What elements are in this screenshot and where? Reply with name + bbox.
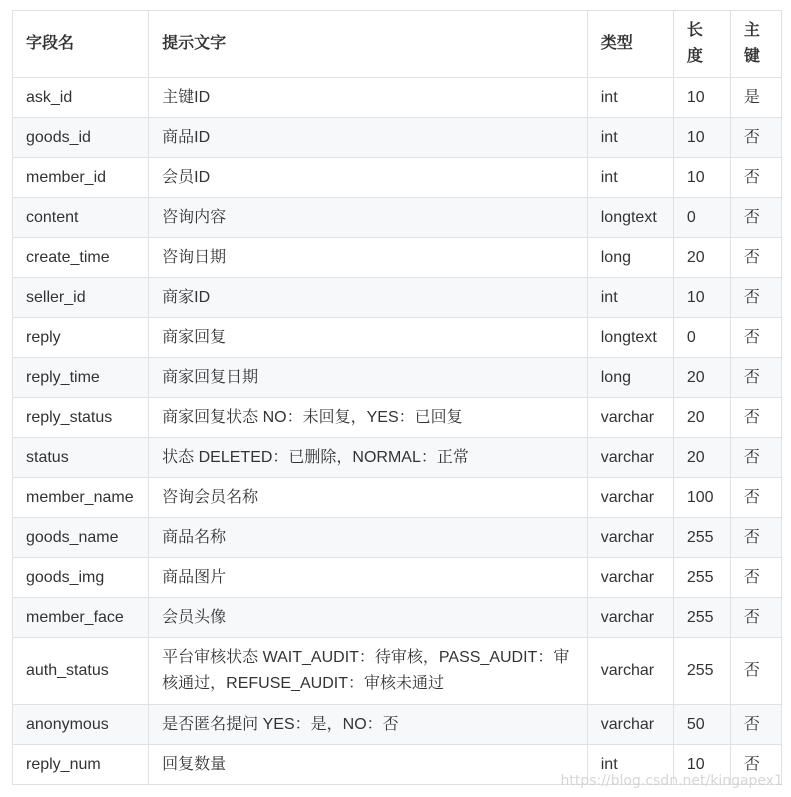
cell-desc: 会员ID [149,158,588,198]
cell-desc: 商家ID [149,278,588,318]
table-row [13,705,782,745]
cell-length: 255 [673,638,730,705]
cell-pk: 否 [730,638,781,705]
cell-type: varchar [587,598,673,638]
cell-desc: 商品名称 [149,518,588,558]
table-row [13,278,782,318]
cell-pk: 是 [730,78,781,118]
watermark: https://blog.csdn.net/kingapex1 [560,773,783,789]
table-row [13,358,782,398]
cell-field: ask_id [13,78,149,118]
cell-length: 255 [673,598,730,638]
cell-length: 10 [673,745,730,785]
cell-length: 20 [673,358,730,398]
cell-desc: 平台审核状态 WAIT_AUDIT：待审核，PASS_AUDIT：审核通过，REFUSE_AUDIT：审核未通过 [149,638,588,705]
header-type: 类型 [587,11,673,78]
cell-length: 20 [673,438,730,478]
cell-type: int [587,158,673,198]
cell-desc: 商品ID [149,118,588,158]
cell-desc: 回复数量 [149,745,588,785]
header-field: 字段名 [13,11,149,78]
cell-type: varchar [587,705,673,745]
cell-length: 20 [673,398,730,438]
header-length: 长度 [673,11,730,78]
cell-field: goods_img [13,558,149,598]
cell-length: 100 [673,478,730,518]
cell-length: 50 [673,705,730,745]
cell-pk: 否 [730,438,781,478]
cell-pk: 否 [730,278,781,318]
cell-desc: 主键ID [149,78,588,118]
cell-type: varchar [587,558,673,598]
cell-field: auth_status [13,638,149,705]
cell-pk: 否 [730,198,781,238]
cell-pk: 否 [730,745,781,785]
cell-field: reply_num [13,745,149,785]
table-row [13,438,782,478]
cell-field: anonymous [13,705,149,745]
cell-desc: 咨询日期 [149,238,588,278]
table-row [13,78,782,118]
table-row [13,598,782,638]
cell-field: status [13,438,149,478]
cell-length: 0 [673,318,730,358]
cell-length: 20 [673,238,730,278]
cell-type: int [587,278,673,318]
cell-pk: 否 [730,158,781,198]
table-row [13,318,782,358]
table-row [13,118,782,158]
cell-type: longtext [587,198,673,238]
cell-type: longtext [587,318,673,358]
cell-field: member_id [13,158,149,198]
cell-type: int [587,745,673,785]
cell-length: 255 [673,558,730,598]
cell-desc: 商家回复日期 [149,358,588,398]
header-desc: 提示文字 [149,11,588,78]
cell-length: 10 [673,78,730,118]
cell-pk: 否 [730,318,781,358]
header-pk: 主键 [730,11,781,78]
table-row [13,198,782,238]
cell-field: reply [13,318,149,358]
cell-type: varchar [587,478,673,518]
cell-desc: 是否匿名提问 YES：是，NO：否 [149,705,588,745]
cell-type: varchar [587,518,673,558]
cell-field: member_name [13,478,149,518]
header-row [13,11,782,78]
cell-pk: 否 [730,398,781,438]
cell-desc: 咨询内容 [149,198,588,238]
cell-type: int [587,118,673,158]
cell-field: reply_status [13,398,149,438]
cell-type: long [587,358,673,398]
cell-length: 0 [673,198,730,238]
cell-length: 10 [673,118,730,158]
cell-pk: 否 [730,518,781,558]
table-row [13,478,782,518]
cell-desc: 商家回复状态 NO：未回复，YES：已回复 [149,398,588,438]
cell-length: 10 [673,278,730,318]
cell-field: content [13,198,149,238]
cell-desc: 状态 DELETED：已删除，NORMAL：正常 [149,438,588,478]
cell-length: 10 [673,158,730,198]
cell-field: create_time [13,238,149,278]
table-row [13,238,782,278]
table-row [13,518,782,558]
cell-field: member_face [13,598,149,638]
cell-field: seller_id [13,278,149,318]
table-row [13,158,782,198]
cell-desc: 商品图片 [149,558,588,598]
cell-pk: 否 [730,598,781,638]
table-row [13,558,782,598]
cell-pk: 否 [730,358,781,398]
cell-pk: 否 [730,238,781,278]
cell-type: varchar [587,438,673,478]
cell-field: goods_id [13,118,149,158]
cell-pk: 否 [730,478,781,518]
cell-length: 255 [673,518,730,558]
cell-field: reply_time [13,358,149,398]
schema-table [12,10,782,785]
cell-pk: 否 [730,118,781,158]
cell-desc: 商家回复 [149,318,588,358]
cell-field: goods_name [13,518,149,558]
cell-pk: 否 [730,705,781,745]
table-row [13,638,782,705]
cell-type: varchar [587,638,673,705]
cell-desc: 会员头像 [149,598,588,638]
cell-type: varchar [587,398,673,438]
cell-type: long [587,238,673,278]
cell-pk: 否 [730,558,781,598]
table-row [13,398,782,438]
cell-desc: 咨询会员名称 [149,478,588,518]
cell-type: int [587,78,673,118]
